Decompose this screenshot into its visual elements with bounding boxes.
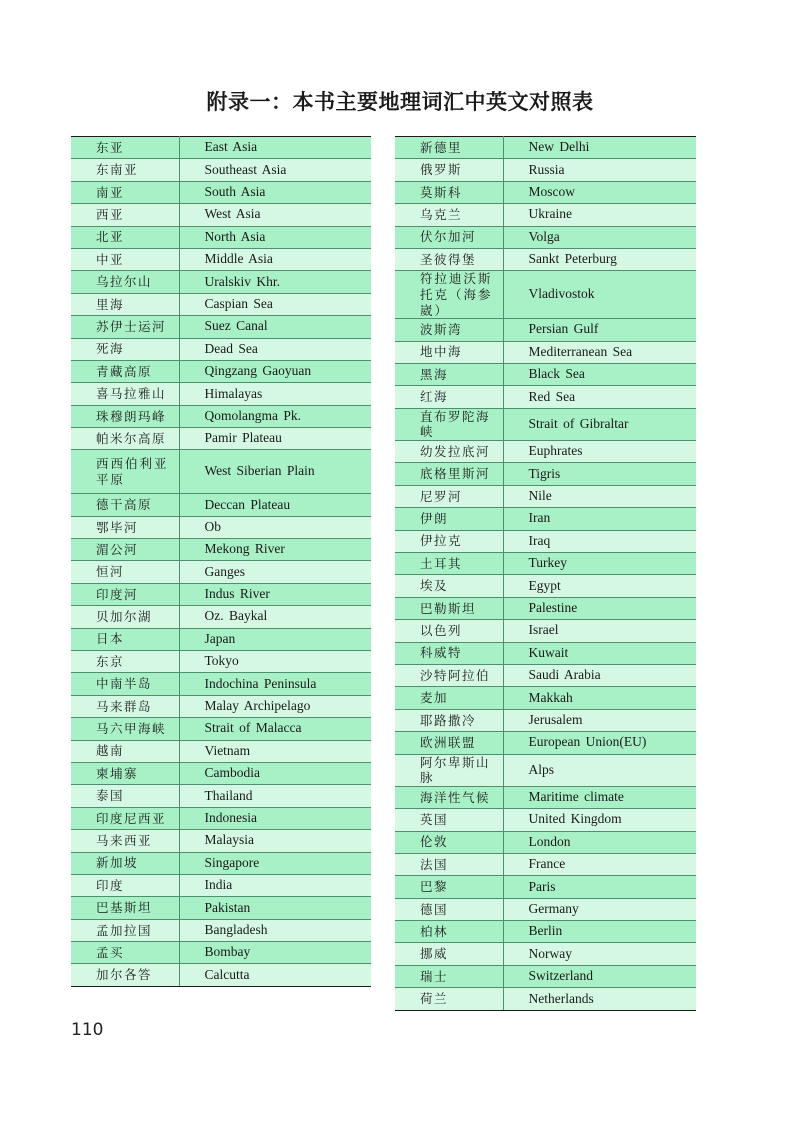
term-english: Israel: [503, 620, 696, 642]
term-chinese: 乌拉尔山: [71, 271, 179, 293]
table-row: [71, 718, 371, 740]
term-english: South Asia: [179, 181, 371, 203]
term-english: Kuwait: [503, 642, 696, 664]
glossary-table-left: [71, 136, 371, 987]
term-english: Switzerland: [503, 965, 696, 987]
term-english: Indonesia: [179, 807, 371, 829]
table-row: [395, 786, 696, 808]
term-english: Malay Archipelago: [179, 695, 371, 717]
table-row: [71, 181, 371, 203]
term-english: Indochina Peninsula: [179, 673, 371, 695]
table-row: [395, 732, 696, 754]
term-chinese: 喜马拉雅山: [71, 383, 179, 405]
table-row: [395, 181, 696, 203]
term-english: Volga: [503, 226, 696, 248]
term-english: Ganges: [179, 561, 371, 583]
term-english: Malaysia: [179, 830, 371, 852]
term-chinese: 苏伊士运河: [71, 316, 179, 338]
term-english: Middle Asia: [179, 248, 371, 270]
table-row: [71, 159, 371, 181]
table-row: [71, 383, 371, 405]
table-row: [395, 642, 696, 664]
term-chinese: 伊朗: [395, 508, 503, 530]
glossary-table-right: [395, 136, 696, 1011]
term-chinese: 日本: [71, 628, 179, 650]
term-chinese: 海洋性气候: [395, 786, 503, 808]
table-row: [71, 830, 371, 852]
table-row: [395, 575, 696, 597]
table-row: [395, 965, 696, 987]
table-row: [395, 921, 696, 943]
term-chinese: 土耳其: [395, 552, 503, 574]
term-english: Caspian Sea: [179, 293, 371, 315]
term-english: East Asia: [179, 137, 371, 159]
term-english: Makkah: [503, 687, 696, 709]
term-english: Vietnam: [179, 740, 371, 762]
term-chinese: 以色列: [395, 620, 503, 642]
table-row: [395, 341, 696, 363]
table-row: [395, 831, 696, 853]
glossary-table-left-body: [71, 137, 371, 987]
term-chinese: 瑞士: [395, 965, 503, 987]
term-chinese: 东亚: [71, 137, 179, 159]
term-chinese: 贝加尔湖: [71, 606, 179, 628]
table-row: [71, 874, 371, 896]
table-row: [71, 428, 371, 450]
term-chinese: 埃及: [395, 575, 503, 597]
term-chinese: 伊拉克: [395, 530, 503, 552]
term-chinese: 死海: [71, 338, 179, 360]
term-chinese: 加尔各答: [71, 964, 179, 986]
term-english: Ukraine: [503, 204, 696, 226]
term-chinese: 尼罗河: [395, 485, 503, 507]
table-row: [71, 204, 371, 226]
term-chinese: 西西伯利亚平原: [71, 450, 179, 494]
table-row: [395, 709, 696, 731]
term-chinese: 波斯湾: [395, 319, 503, 341]
term-chinese: 马六甲海峡: [71, 718, 179, 740]
table-row: [71, 338, 371, 360]
term-english: New Delhi: [503, 137, 696, 159]
term-chinese: 德干高原: [71, 494, 179, 516]
term-english: Germany: [503, 898, 696, 920]
term-chinese: 新加坡: [71, 852, 179, 874]
table-row: [71, 673, 371, 695]
term-english: Persian Gulf: [503, 319, 696, 341]
table-row: [71, 897, 371, 919]
term-english: Bombay: [179, 942, 371, 964]
table-row: [395, 386, 696, 408]
term-english: Euphrates: [503, 441, 696, 463]
term-english: West Siberian Plain: [179, 450, 371, 494]
term-english: India: [179, 874, 371, 896]
table-row: [395, 597, 696, 619]
term-english: Alps: [503, 754, 696, 786]
table-row: [71, 807, 371, 829]
term-english: Cambodia: [179, 762, 371, 784]
term-chinese: 柬埔寨: [71, 762, 179, 784]
term-english: Turkey: [503, 552, 696, 574]
term-chinese: 恒河: [71, 561, 179, 583]
term-chinese: 印度河: [71, 583, 179, 605]
term-chinese: 青藏高原: [71, 360, 179, 382]
term-chinese: 法国: [395, 853, 503, 875]
term-chinese: 麦加: [395, 687, 503, 709]
table-row: [395, 463, 696, 485]
term-chinese: 印度尼西亚: [71, 807, 179, 829]
term-chinese: 幼发拉底河: [395, 441, 503, 463]
term-english: Nile: [503, 485, 696, 507]
term-chinese: 新德里: [395, 137, 503, 159]
term-chinese: 马来西亚: [71, 830, 179, 852]
term-english: Russia: [503, 159, 696, 181]
table-row: [395, 226, 696, 248]
term-chinese: 鄂毕河: [71, 516, 179, 538]
term-chinese: 巴黎: [395, 876, 503, 898]
table-row: [395, 620, 696, 642]
term-english: Norway: [503, 943, 696, 965]
term-english: Pakistan: [179, 897, 371, 919]
term-chinese: 耶路撒冷: [395, 709, 503, 731]
term-chinese: 地中海: [395, 341, 503, 363]
term-english: Black Sea: [503, 364, 696, 386]
term-chinese: 欧洲联盟: [395, 732, 503, 754]
table-row: [395, 898, 696, 920]
term-english: Singapore: [179, 852, 371, 874]
table-row: [395, 485, 696, 507]
term-chinese: 阿尔卑斯山脉: [395, 754, 503, 786]
term-english: Uralskiv Khr.: [179, 271, 371, 293]
term-english: Egypt: [503, 575, 696, 597]
term-chinese: 符拉迪沃斯托克（海参崴）: [395, 271, 503, 319]
table-row: [395, 988, 696, 1010]
table-row: [395, 441, 696, 463]
term-chinese: 俄罗斯: [395, 159, 503, 181]
table-row: [71, 539, 371, 561]
table-row: [395, 853, 696, 875]
table-row: [71, 785, 371, 807]
term-chinese: 越南: [71, 740, 179, 762]
table-row: [71, 248, 371, 270]
term-english: Mediterranean Sea: [503, 341, 696, 363]
table-row: [71, 606, 371, 628]
term-chinese: 挪威: [395, 943, 503, 965]
table-row: [71, 316, 371, 338]
term-chinese: 南亚: [71, 181, 179, 203]
term-chinese: 巴勒斯坦: [395, 597, 503, 619]
term-english: Vladivostok: [503, 271, 696, 319]
term-english: Japan: [179, 628, 371, 650]
term-chinese: 泰国: [71, 785, 179, 807]
page-title: 附录一：本书主要地理词汇中英文对照表: [206, 90, 594, 114]
term-chinese: 科威特: [395, 642, 503, 664]
table-row: [395, 530, 696, 552]
term-english: Netherlands: [503, 988, 696, 1010]
page-number: 110: [71, 1020, 104, 1040]
term-chinese: 孟买: [71, 942, 179, 964]
term-chinese: 伏尔加河: [395, 226, 503, 248]
term-english: Maritime climate: [503, 786, 696, 808]
table-row: [71, 740, 371, 762]
term-english: Qomolangma Pk.: [179, 405, 371, 427]
table-row: [71, 137, 371, 159]
term-chinese: 莫斯科: [395, 181, 503, 203]
term-english: Pamir Plateau: [179, 428, 371, 450]
table-row: [395, 248, 696, 270]
term-chinese: 圣彼得堡: [395, 248, 503, 270]
table-row: [395, 687, 696, 709]
glossary-table-right-body: [395, 137, 696, 1011]
table-row: [71, 405, 371, 427]
term-english: Suez Canal: [179, 316, 371, 338]
term-english: Thailand: [179, 785, 371, 807]
table-row: [71, 583, 371, 605]
table-row: [71, 561, 371, 583]
term-chinese: 沙特阿拉伯: [395, 664, 503, 686]
term-chinese: 乌克兰: [395, 204, 503, 226]
term-chinese: 伦敦: [395, 831, 503, 853]
table-row: [395, 943, 696, 965]
term-english: Tokyo: [179, 651, 371, 673]
table-row: [395, 319, 696, 341]
table-row: [395, 364, 696, 386]
term-chinese: 湄公河: [71, 539, 179, 561]
table-row: [71, 762, 371, 784]
term-english: Iraq: [503, 530, 696, 552]
term-english: Tigris: [503, 463, 696, 485]
term-english: Mekong River: [179, 539, 371, 561]
table-row: [71, 494, 371, 516]
term-english: North Asia: [179, 226, 371, 248]
term-english: Berlin: [503, 921, 696, 943]
term-english: Qingzang Gaoyuan: [179, 360, 371, 382]
term-english: Bangladesh: [179, 919, 371, 941]
table-row: [395, 508, 696, 530]
term-english: Ob: [179, 516, 371, 538]
term-chinese: 东南亚: [71, 159, 179, 181]
term-chinese: 北亚: [71, 226, 179, 248]
table-row: [395, 809, 696, 831]
term-english: Deccan Plateau: [179, 494, 371, 516]
table-row: [71, 964, 371, 986]
table-row: [71, 293, 371, 315]
term-chinese: 柏林: [395, 921, 503, 943]
term-english: Dead Sea: [179, 338, 371, 360]
table-row: [395, 664, 696, 686]
table-row: [395, 408, 696, 440]
term-english: United Kingdom: [503, 809, 696, 831]
table-row: [71, 651, 371, 673]
term-chinese: 黑海: [395, 364, 503, 386]
term-english: Himalayas: [179, 383, 371, 405]
table-row: [71, 695, 371, 717]
term-chinese: 东京: [71, 651, 179, 673]
term-english: Moscow: [503, 181, 696, 203]
term-chinese: 荷兰: [395, 988, 503, 1010]
term-english: France: [503, 853, 696, 875]
table-row: [395, 204, 696, 226]
term-chinese: 英国: [395, 809, 503, 831]
term-chinese: 直布罗陀海峡: [395, 408, 503, 440]
term-english: Southeast Asia: [179, 159, 371, 181]
table-row: [395, 754, 696, 786]
table-row: [395, 159, 696, 181]
table-row: [71, 919, 371, 941]
term-english: Sankt Peterburg: [503, 248, 696, 270]
term-chinese: 里海: [71, 293, 179, 315]
term-chinese: 中亚: [71, 248, 179, 270]
term-english: Strait of Malacca: [179, 718, 371, 740]
table-row: [71, 271, 371, 293]
term-english: Strait of Gibraltar: [503, 408, 696, 440]
term-english: Red Sea: [503, 386, 696, 408]
term-chinese: 德国: [395, 898, 503, 920]
term-english: European Union(EU): [503, 732, 696, 754]
term-english: West Asia: [179, 204, 371, 226]
term-chinese: 孟加拉国: [71, 919, 179, 941]
table-row: [395, 137, 696, 159]
table-row: [71, 628, 371, 650]
term-english: London: [503, 831, 696, 853]
term-english: Palestine: [503, 597, 696, 619]
term-english: Iran: [503, 508, 696, 530]
term-chinese: 印度: [71, 874, 179, 896]
term-english: Saudi Arabia: [503, 664, 696, 686]
table-row: [395, 271, 696, 319]
term-english: Oz. Baykal: [179, 606, 371, 628]
table-row: [71, 516, 371, 538]
term-chinese: 底格里斯河: [395, 463, 503, 485]
term-chinese: 西亚: [71, 204, 179, 226]
term-english: Calcutta: [179, 964, 371, 986]
term-chinese: 帕米尔高原: [71, 428, 179, 450]
table-row: [395, 552, 696, 574]
term-chinese: 珠穆朗玛峰: [71, 405, 179, 427]
term-chinese: 马来群岛: [71, 695, 179, 717]
table-row: [71, 360, 371, 382]
term-chinese: 巴基斯坦: [71, 897, 179, 919]
table-row: [71, 226, 371, 248]
table-row: [395, 876, 696, 898]
term-chinese: 红海: [395, 386, 503, 408]
term-english: Paris: [503, 876, 696, 898]
term-chinese: 中南半岛: [71, 673, 179, 695]
table-row: [71, 942, 371, 964]
table-row: [71, 852, 371, 874]
table-row: [71, 450, 371, 494]
term-english: Jerusalem: [503, 709, 696, 731]
term-english: Indus River: [179, 583, 371, 605]
